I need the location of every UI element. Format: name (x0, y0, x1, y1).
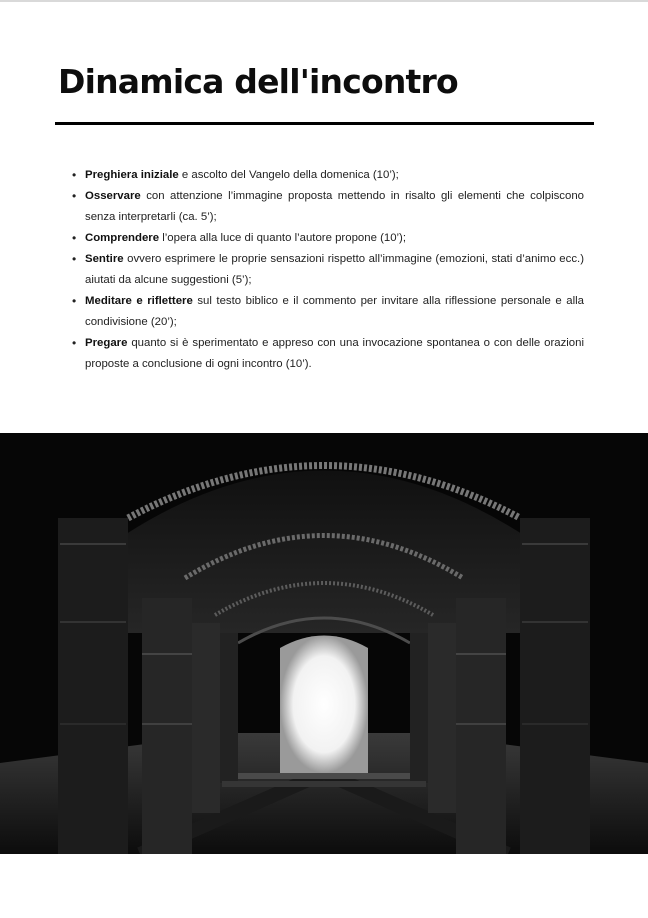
item-text: con attenzione l’immagine proposta mettendo in risalto gli elementi che colpiscono senza interpretarli (ca. 5’); (85, 190, 584, 223)
item-keyword: Preghiera iniziale (85, 169, 179, 181)
bullet-icon: • (72, 189, 77, 203)
page-title: Dinamica dell'incontro (58, 62, 458, 101)
list-item (70, 186, 584, 228)
item-text: ovvero esprimere le proprie sensazioni rispetto all’immagine (emozioni, stati d’animo ecc.) aiutati da alcune suggestioni (5’); (85, 253, 584, 286)
pillar-right-mid (456, 598, 506, 854)
light-opening (280, 636, 368, 774)
item-text: e ascolto del Vangelo della domenica (10’); (178, 169, 399, 181)
bullet-icon: • (72, 252, 77, 266)
list-item (70, 249, 584, 291)
list-item (70, 228, 584, 249)
item-text: sul testo biblico e il commento per invitare alla riflessione personale e alla condivisione (20’); (85, 295, 584, 328)
meeting-steps-list (70, 165, 584, 375)
pillar-right-outer (520, 518, 590, 854)
item-text: l’opera alla luce di quanto l’autore propone (10’); (159, 232, 407, 244)
bullet-icon: • (72, 294, 77, 308)
bullet-icon: • (72, 336, 77, 350)
item-keyword: Sentire (85, 253, 124, 265)
item-keyword: Osservare (85, 190, 141, 202)
page-top-border (0, 0, 648, 2)
list-item (70, 333, 584, 375)
item-keyword: Pregare (85, 337, 128, 349)
list-item (70, 165, 584, 186)
bullet-icon: • (72, 231, 77, 245)
pillar-left-outer (58, 518, 128, 854)
list-item (70, 291, 584, 333)
bullet-icon: • (72, 168, 77, 182)
corridor-illustration (0, 433, 648, 854)
pillar-left-mid (142, 598, 192, 854)
item-text: quanto si è sperimentato e appreso con una invocazione spontanea o con delle orazioni proposte a conclusione di ogni incontro (10’). (85, 337, 584, 370)
item-keyword: Comprendere (85, 232, 160, 244)
title-underline-divider (55, 122, 594, 125)
arched-corridor-photo (0, 433, 648, 854)
item-keyword: Meditare e riflettere (85, 295, 193, 307)
